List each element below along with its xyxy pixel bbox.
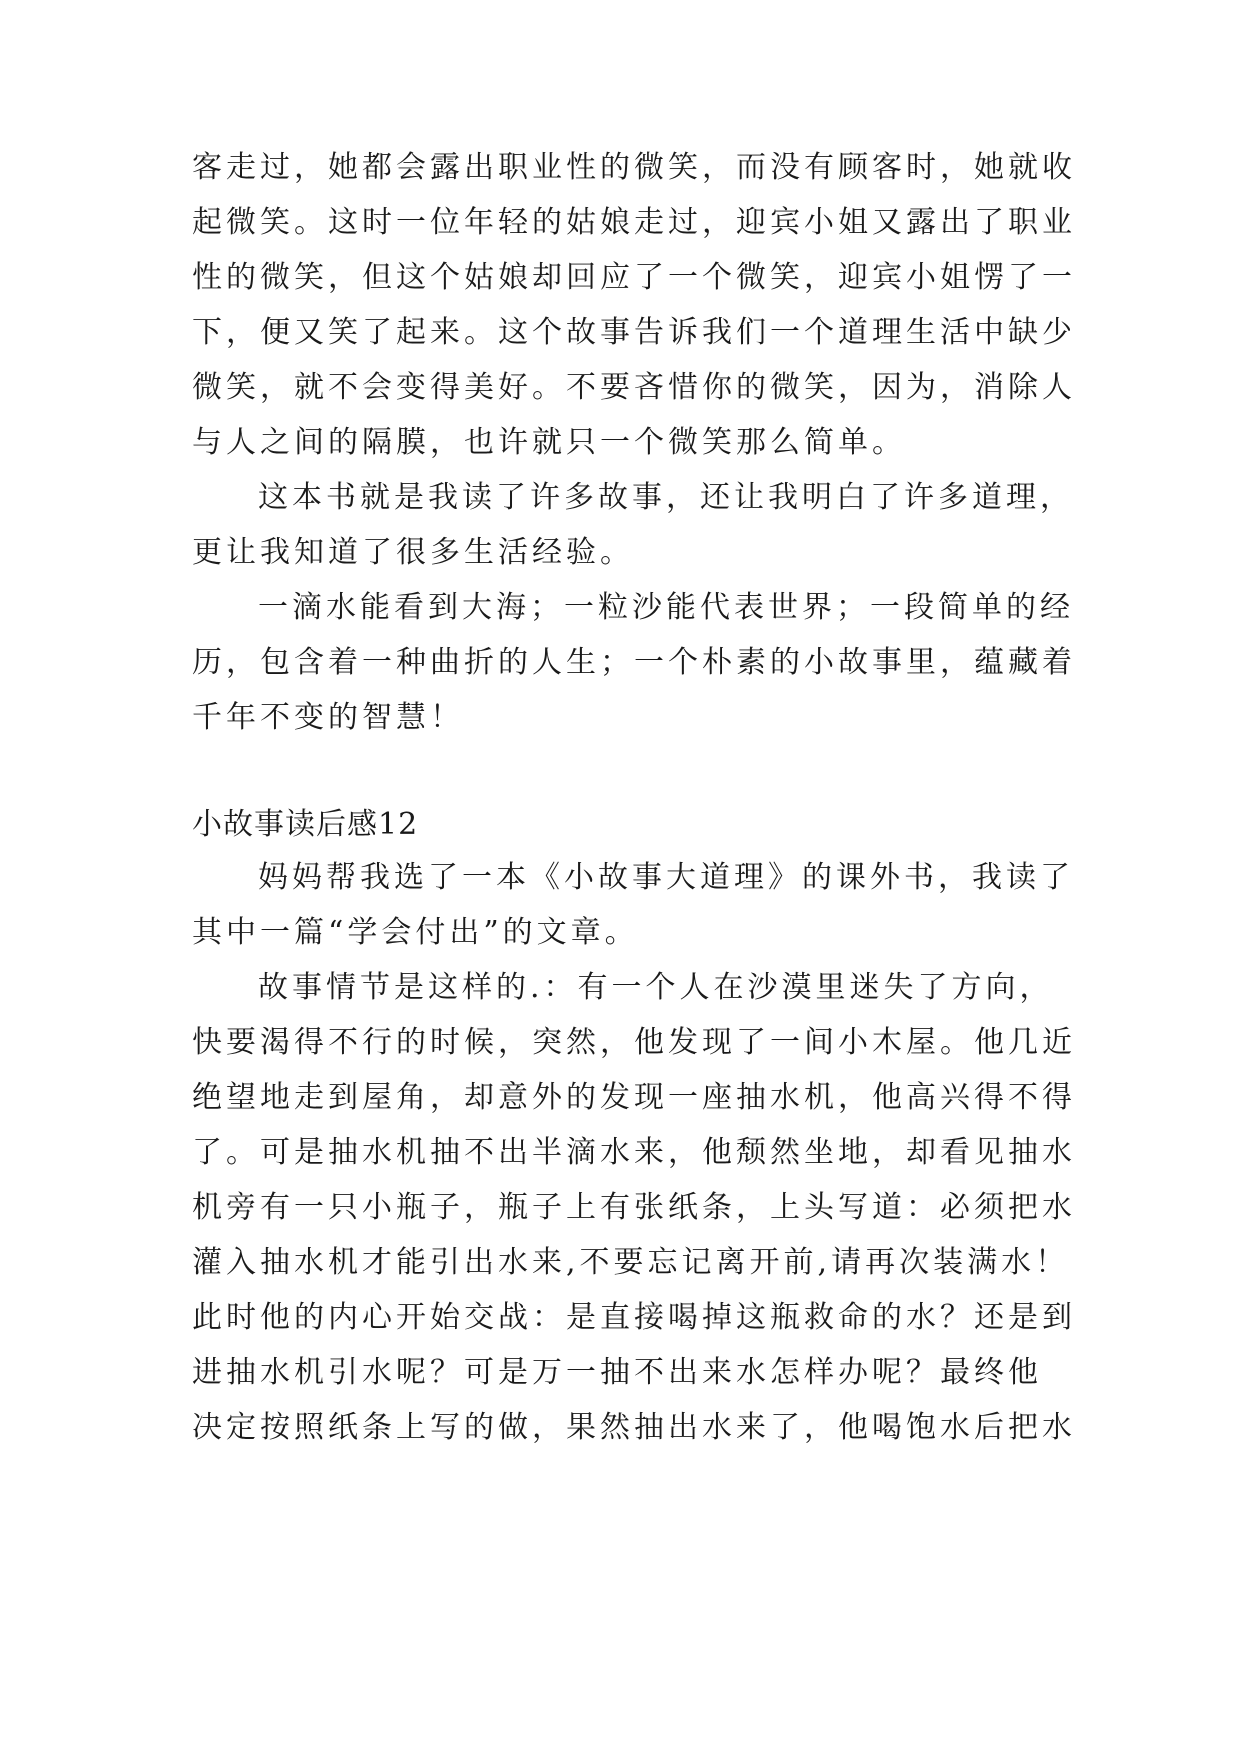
paragraph-line: 此时他的内心开始交战：是直接喝掉这瓶救命的水？还是到 — [192, 1300, 1076, 1335]
paragraph-line: 下，便又笑了起来。这个故事告诉我们一个道理生活中缺少 — [192, 315, 1076, 350]
paragraph-line: 了。可是抽水机抽不出半滴水来，他颓然坐地，却看见抽水 — [192, 1135, 1076, 1170]
paragraph-line: 微笑，就不会变得美好。不要吝惜你的微笑，因为，消除人 — [192, 370, 1076, 405]
paragraph-line: 这本书就是我读了许多故事，还让我明白了许多道理， — [258, 480, 1074, 515]
paragraph-line: 灌入抽水机才能引出水来,不要忘记离开前,请再次装满水！ — [192, 1245, 1070, 1280]
section-title: 小故事读后感12 — [192, 807, 419, 842]
paragraph-line: 更让我知道了很多生活经验。 — [192, 535, 634, 570]
paragraph-line: 客走过，她都会露出职业性的微笑，而没有顾客时，她就收 — [192, 150, 1076, 185]
paragraph-line: 历，包含着一种曲折的人生；一个朴素的小故事里，蕴藏着 — [192, 645, 1076, 680]
paragraph-line: 进抽水机引水呢？可是万一抽不出来水怎样办呢？最终他 — [192, 1355, 1042, 1390]
paragraph-line: 其中一篇“学会付出”的文章。 — [192, 915, 639, 950]
paragraph-line: 千年不变的智慧！ — [192, 700, 464, 735]
paragraph-line: 故事情节是这样的.：有一个人在沙漠里迷失了方向， — [258, 970, 1054, 1005]
paragraph-line: 快要渴得不行的时候，突然，他发现了一间小木屋。他几近 — [192, 1025, 1076, 1060]
paragraph-line: 起微笑。这时一位年轻的姑娘走过，迎宾小姐又露出了职业 — [192, 205, 1076, 240]
paragraph-line: 机旁有一只小瓶子，瓶子上有张纸条，上头写道：必须把水 — [192, 1190, 1076, 1225]
paragraph-line: 性的微笑，但这个姑娘却回应了一个微笑，迎宾小姐愣了一 — [192, 260, 1076, 295]
paragraph-line: 一滴水能看到大海；一粒沙能代表世界；一段简单的经 — [258, 590, 1074, 625]
paragraph-line: 与人之间的隔膜，也许就只一个微笑那么简单。 — [192, 425, 906, 460]
paragraph-line: 绝望地走到屋角，却意外的发现一座抽水机，他高兴得不得 — [192, 1080, 1076, 1115]
paragraph-line: 决定按照纸条上写的做，果然抽出水来了，他喝饱水后把水 — [192, 1410, 1076, 1445]
paragraph-line: 妈妈帮我选了一本《小故事大道理》的课外书，我读了 — [258, 860, 1074, 895]
